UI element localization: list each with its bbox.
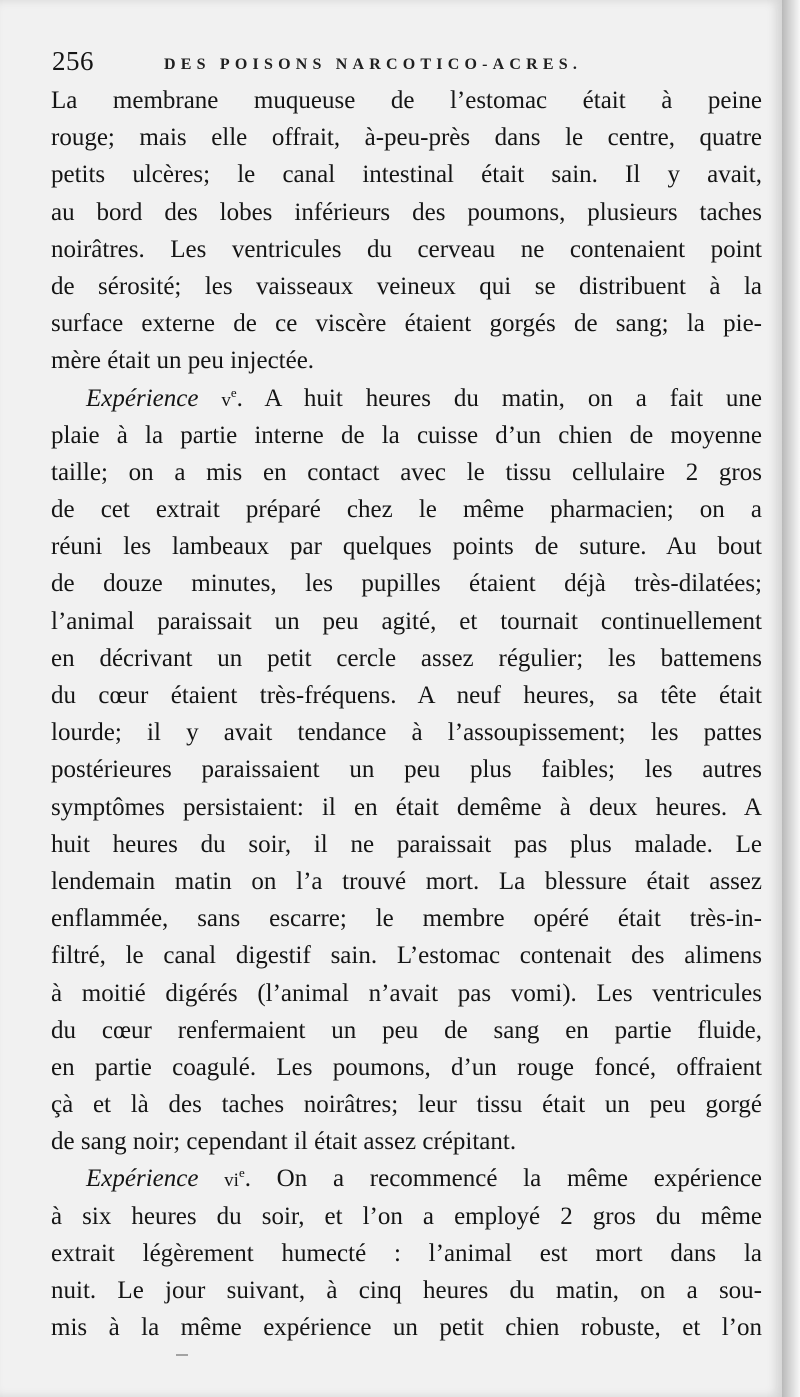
text-line: à six heures du soir, et l’on a employé 2 gros du même	[51, 1202, 762, 1230]
text-line: en décrivant un petit cercle assez régulier; les battemens	[51, 644, 762, 672]
text-line: La membrane muqueuse de l’estomac était à peine	[51, 87, 762, 114]
experiment-heading-line	[51, 1160, 762, 1197]
text-line: lourde; il y avait tendance à l’assoupissement; les pattes	[51, 719, 762, 747]
text-line: huit heures du soir, il ne paraissait pas plus malade. Le	[51, 830, 762, 858]
text-line-rest: . A huit heures du matin, on a fait une	[236, 384, 762, 412]
text-line: noirâtres. Les ventricules du cerveau ne contenaient point	[51, 235, 762, 263]
text-line: de sang noir; cependant il était assez crépitant.	[51, 1128, 517, 1156]
text-line: lendemain matin on l’a trouvé mort. La blessure était assez	[51, 867, 762, 895]
text-line: mis à la même expérience un petit chien robuste, et l’on	[51, 1314, 762, 1342]
text-line: extrait légèrement humecté : l’animal est mort dans la	[51, 1239, 762, 1267]
experiment-number: vi	[224, 1170, 239, 1192]
print-mark	[176, 1354, 188, 1356]
text-line: du cœur renfermaient un peu de sang en partie fluide,	[51, 1016, 762, 1044]
text-line: çà et là des taches noirâtres; leur tissu était un peu gorgé	[51, 1091, 762, 1119]
text-line: réuni les lambeaux par quelques points de suture. Au bout	[51, 533, 762, 561]
body-text	[51, 82, 762, 1346]
text-line: l’animal paraissait un peu agité, et tournait continuellement	[51, 607, 762, 635]
text-line: de douze minutes, les pupilles étaient déjà très-dilatées;	[51, 570, 762, 598]
page-number: 256	[52, 46, 94, 76]
text-line: mère était un peu injectée.	[51, 347, 315, 375]
text-line: symptômes persistaient: il en était demême à deux heures. A	[51, 793, 762, 821]
text-line-rest: . On a recommencé la même expérience	[244, 1165, 762, 1193]
text-line: au bord des lobes inférieurs des poumons, plusieurs taches	[51, 198, 762, 226]
page-header	[52, 46, 752, 86]
text-line: à moitié digérés (l’animal n’avait pas vomi). Les ventricules	[51, 979, 762, 1007]
experiment-number: v	[221, 389, 231, 411]
text-line: filtré, le canal digestif sain. L’estomac contenait des alimens	[51, 942, 762, 970]
experiment-label: Expérience	[86, 384, 199, 412]
experiment-label: Expérience	[86, 1165, 199, 1193]
running-title: DES POISONS NARCOTICO-ACRES.	[164, 56, 583, 73]
text-line: nuit. Le jour suivant, à cinq heures du matin, on a sou-	[51, 1277, 762, 1304]
text-line: surface externe de ce viscère étaient gorgés de sang; la pie-	[51, 310, 762, 338]
ordinal-superscript: e	[238, 1165, 245, 1181]
text-line: en partie coagulé. Les poumons, d’un rouge foncé, offraient	[51, 1053, 762, 1081]
page-edge-shadow	[782, 0, 800, 1397]
text-line: rouge; mais elle offrait, à-peu-près dans le centre, quatre	[51, 124, 762, 152]
text-line: de sérosité; les vaisseaux veineux qui se distribuent à la	[51, 272, 762, 300]
text-line: postérieures paraissaient un peu plus faibles; les autres	[51, 756, 762, 784]
ordinal-superscript: e	[230, 384, 237, 400]
text-line: petits ulcères; le canal intestinal était sain. Il y avait,	[51, 161, 762, 189]
text-line: taille; on a mis en contact avec le tissu cellulaire 2 gros	[51, 458, 762, 486]
experiment-heading-line	[51, 380, 762, 417]
text-line: de cet extrait préparé chez le même pharmacien; on a	[51, 496, 762, 524]
text-line: enflammée, sans escarre; le membre opéré était très-in-	[51, 905, 762, 933]
text-line: plaie à la partie interne de la cuisse d’un chien de moyenne	[51, 421, 762, 449]
text-line: du cœur étaient très-fréquens. A neuf heures, sa tête était	[51, 682, 762, 709]
